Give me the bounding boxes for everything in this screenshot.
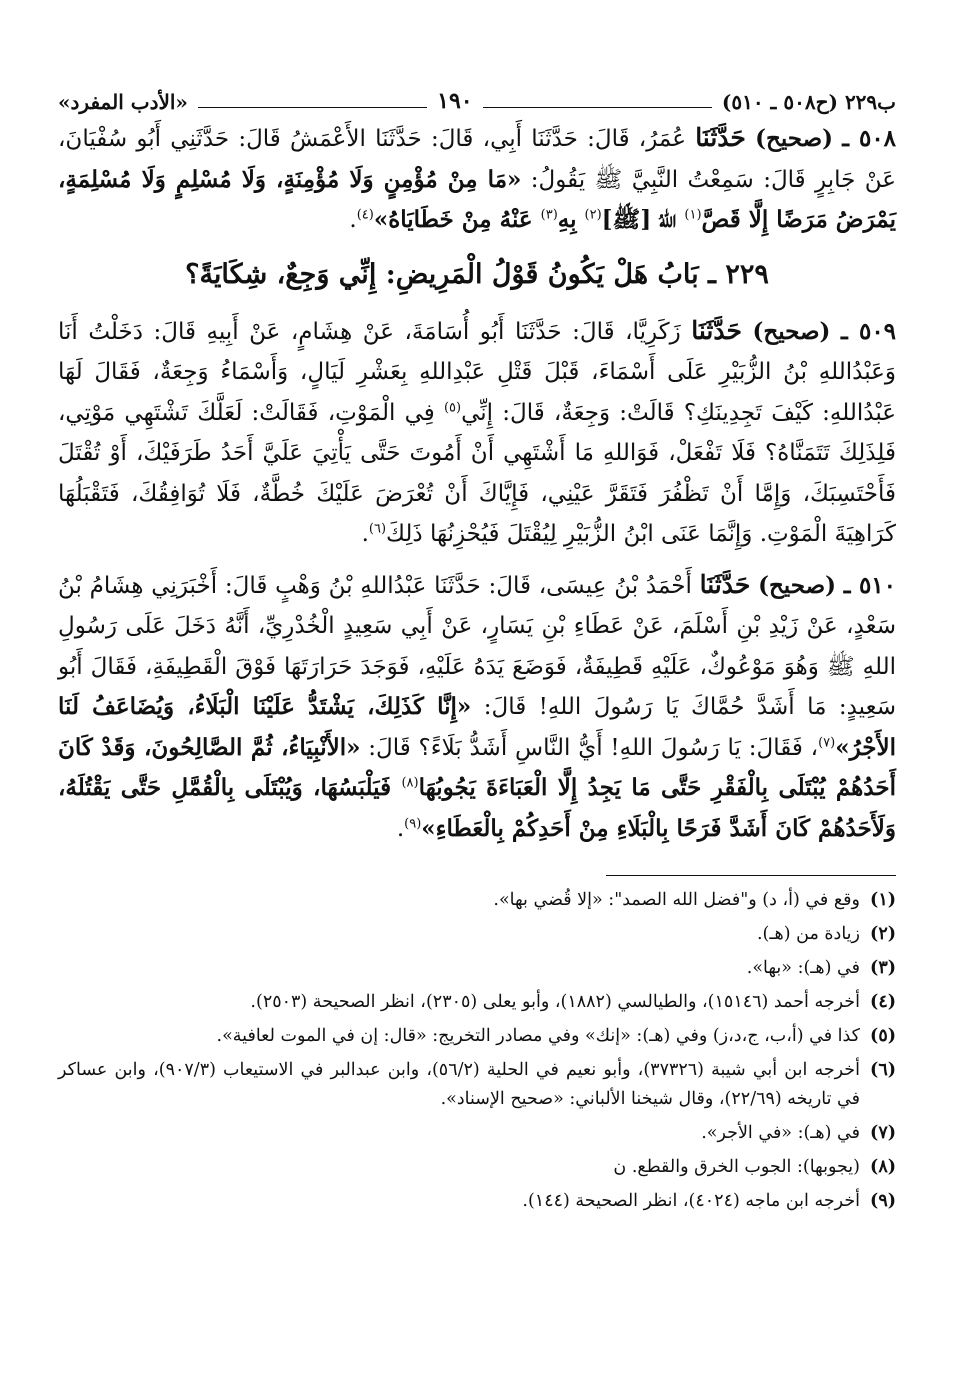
hadith-body-1: زَكَرِيَّا، قَالَ: حَدَّثَنَا أَبُو أُسَامَةَ، عَنْ هِشَامٍ، عَنْ أَبِيهِ قَالَ: دَخَلْتُ أَنَا وَعَبْدُاللهِ بْنُ الزُّبَيْرِ عَلَى أَسْمَاءَ، قَبْلَ قَتْلِ عَبْدِاللهِ بِعَشْرِ لَيَالٍ، وَأَسْمَاءُ وَجِعَةٌ، فَقَالَ لَهَا عَبْدُاللهِ: كَيْفَ تَجِدِينَكِ؟ قَالَتْ: وَجِعَةٌ، قَالَ: إِنِّي (58, 318, 897, 426)
footnote-item (58, 988, 896, 1017)
footnote-text: (يجوبها): الجوب الخرق والقطع. ن (613, 1157, 860, 1177)
page-number: ١٩٠ (437, 88, 473, 114)
hadith-508 (58, 114, 896, 241)
footnote-separator (606, 875, 896, 876)
footnote-item (58, 1119, 896, 1148)
prophet-saying-2: «الأَنْبِيَاءُ، ثُمَّ الصَّالِحُونَ، وَقَدْ كَانَ أَحَدُهُمْ يُبْتَلَى بِالْفَقْرِ حَتَّى مَا يَجِدُ إِلَّا الْعَبَاءَةَ يَجُوبُهَا (58, 733, 896, 801)
footnote-ref-1[interactable]: (١) (684, 207, 702, 223)
header-rule-right (483, 107, 712, 108)
footnote-number: (٤) (870, 992, 896, 1012)
footnote-ref-6[interactable]: (٦) (368, 521, 387, 537)
hadith-text: «مَا مِنْ مُؤْمِنٍ وَلَا مُؤْمِنَةٍ، وَلَا مُسْلِمٍ وَلَا مُسْلِمَةٍ، يَمْرَضُ مَرَضًا إِلَّا قَصَّ (58, 165, 896, 233)
footnote-item (58, 1022, 896, 1051)
footnote-item (58, 1056, 896, 1114)
hadith-number: ٥٠٩ ـ (841, 317, 897, 345)
footnote-item (58, 920, 896, 949)
footnote-text: أخرجه ابن أبي شيبة (٣٧٣٢٦)، وأبو نعيم في الحلية (٥٦/٢)، وابن عبدالبر في الاستيعاب (٩٠٧/٣)، وابن عساكر في تاريخه (٢٢/٦٩)، وقال شيخنا الألباني: «صحيح الإسناد». (58, 1060, 860, 1109)
footnote-text: وقع في (أ، د) و"فضل الله الصمد": «إلا قُضي بها». (493, 890, 860, 910)
hadith-509 (58, 307, 896, 555)
narration-keyword: حَدَّثَنَا (695, 123, 746, 152)
hadith-number: ٥٠٨ ـ (842, 125, 897, 152)
prophet-saying-3: فَيَلْبَسُهَا، وَيُبْتَلَى بِالْقُمَّلِ حَتَّى يَقْتُلَهُ، وَلَأَحَدُهُمْ كَانَ أَشَدَّ فَرَحًا بِالْبَلَاءِ مِنْ أَحَدِكُمْ بِالْعَطَاءِ» (58, 774, 896, 842)
narration-keyword: حَدَّثَنَا (699, 569, 751, 599)
footnote-text: زيادة من (هـ). (756, 924, 860, 944)
hadith-grade: (صحيح) (758, 571, 837, 599)
footnote-number: (٧) (870, 1123, 896, 1143)
prophet-saying-1: «إِنَّا كَذَلِكَ، يَشْتَدُّ عَلَيْنَا الْبَلَاءُ، وَيُضَاعَفُ لَنَا الأَجْرُ» (58, 693, 896, 761)
hadith-text-3: بِهِ (557, 206, 585, 233)
narration-keyword: حَدَّثَنَا (691, 315, 742, 345)
chapter-reference: ب٢٢٩ (ح٥٠٨ ـ ٥١٠) (721, 90, 896, 114)
footnote-ref-5[interactable]: (٥) (443, 399, 462, 415)
footnote-number: (٩) (870, 1191, 896, 1211)
footnote-item (58, 954, 896, 983)
hadith-grade: (صحيح) (752, 317, 831, 345)
hadith-text-4: عَنْهُ مِنْ خَطَايَاهُ» (373, 206, 541, 233)
hadith-body-2: فِي الْمَوْتِ، فَقَالَتْ: لَعَلَّكَ تَشْتَهِي مَوْتِي، فَلِذَلِكَ تَتَمَنَّاهُ؟ فَلَا تَفْعَلْ، فَوَاللهِ مَا أَشْتَهِي أَنْ أَمُوتَ حَتَّى يَأْتِيَ عَلَيَّ أَحَدُ طَرَفَيْكَ، أَوْ تُقْتَلَ فَأَحْتَسِبَكَ، وَإِمَّا أَنْ تَظْفُرَ فَتَقَرَّ عَيْنِي، فَإِيَّاكَ أَنْ تُعْرَضَ عَلَيْكَ خُطَّةٌ، فَلَا تُوَافِقُكَ، فَتَقْبَلُهَا كَرَاهِيَةَ الْمَوْتِ. وَإِنَّمَا عَنَى ابْنُ الزُّبَيْرِ لِيُقْتَلَ فَيُحْزِنُهَا ذَلِكَ (58, 399, 896, 547)
header-rule-left (198, 107, 427, 108)
hadith-end: . (396, 815, 405, 842)
footnotes-list (58, 886, 896, 1216)
footnote-number: (٦) (870, 1060, 896, 1080)
chapter-heading: ٢٢٩ ـ بَابُ هَلْ يَكُونُ قَوْلُ الْمَرِيضِ: إِنِّي وَجِعٌ، شِكَايَةً؟ (185, 258, 769, 290)
footnote-item (58, 1187, 896, 1216)
hadith-510 (58, 561, 896, 850)
book-page (58, 78, 896, 1221)
footnote-text: أخرجه ابن ماجه (٤٠٢٤)، انظر الصحيحة (١٤٤). (522, 1191, 860, 1211)
footnote-text: أخرجه أحمد (١٥١٤٦)، والطيالسي (١٨٨٢)، وأبو يعلى (٢٣٠٥)، انظر الصحيحة (٢٥٠٣). (250, 992, 860, 1012)
hadith-end: . (349, 207, 357, 233)
hadith-body-1: أَحْمَدُ بْنُ عِيسَى، قَالَ: حَدَّثَنَا عَبْدُاللهِ بْنُ وَهْبٍ قَالَ: أَخْبَرَنِي هِشَامُ بْنُ سَعْدٍ، عَنْ زَيْدِ بْنِ أَسْلَمَ، عَنْ عَطَاءِ بْنِ يَسَارٍ، عَنْ أَبِي سَعِيدٍ الْخُدْرِيِّ، أَنَّهُ دَخَلَ عَلَى رَسُولِ اللهِ ﷺ وَهُوَ مَوْعُوكٌ، عَلَيْهِ قَطِيفَةٌ، فَوَضَعَ يَدَهُ عَلَيْهِ، فَوَجَدَ حَرَارَتَهَا فَوْقَ الْقَطِيفَةِ، فَقَالَ أَبُو سَعِيدٍ: مَا أَشَدَّ حُمَّاكَ يَا رَسُولَ اللهِ! قَالَ: (58, 572, 896, 720)
hadith-end: . (361, 521, 369, 547)
hadith-text-2: اللهُ [ﷺ] (601, 206, 685, 233)
footnote-ref-7[interactable]: (٧) (818, 734, 836, 750)
footnote-number: (٣) (870, 958, 896, 978)
footnote-ref-9[interactable]: (٩) (404, 815, 422, 831)
footnote-number: (١) (870, 890, 896, 910)
footnote-item (58, 1153, 896, 1182)
book-title: «الأدب المفرد» (58, 90, 188, 114)
running-header (58, 78, 896, 114)
footnote-ref-8[interactable]: (٨) (401, 775, 419, 791)
footnote-number: (٨) (870, 1157, 896, 1177)
footnote-text: في (هـ): «في الأجر». (701, 1123, 860, 1143)
hadith-number: ٥١٠ ـ (843, 571, 897, 599)
hadith-body-2: ، فَقَالَ: يَا رَسُولَ اللهِ! أَيُّ النَّاسِ أَشَدُّ بَلَاءً؟ قَالَ: (360, 734, 819, 761)
footnote-item (58, 886, 896, 915)
footnote-ref-4[interactable]: (٤) (356, 207, 374, 223)
hadith-grade: (صحيح) (755, 125, 834, 152)
footnote-number: (٥) (870, 1026, 896, 1046)
footnote-text: في (هـ): «بها». (746, 958, 860, 978)
footnote-ref-3[interactable]: (٣) (540, 207, 558, 223)
isnad-chain: عُمَرُ، قَالَ: حَدَّثَنَا أَبِي، قَالَ: حَدَّثَنَا الأَعْمَشُ قَالَ: حَدَّثَنِي أَبُو سُفْيَانَ، عَنْ جَابِرٍ قَالَ: سَمِعْتُ النَّبِيَّ ﷺ يَقُولُ: (58, 126, 896, 193)
footnote-ref-2[interactable]: (٢) (584, 207, 602, 223)
footnote-number: (٢) (870, 924, 896, 944)
footnote-text: كذا في (أ،ب، ج،د،ز) وفي (هـ): «إنك» وفي مصادر التخريج: «قال: إن في الموت لعافية». (216, 1026, 860, 1046)
